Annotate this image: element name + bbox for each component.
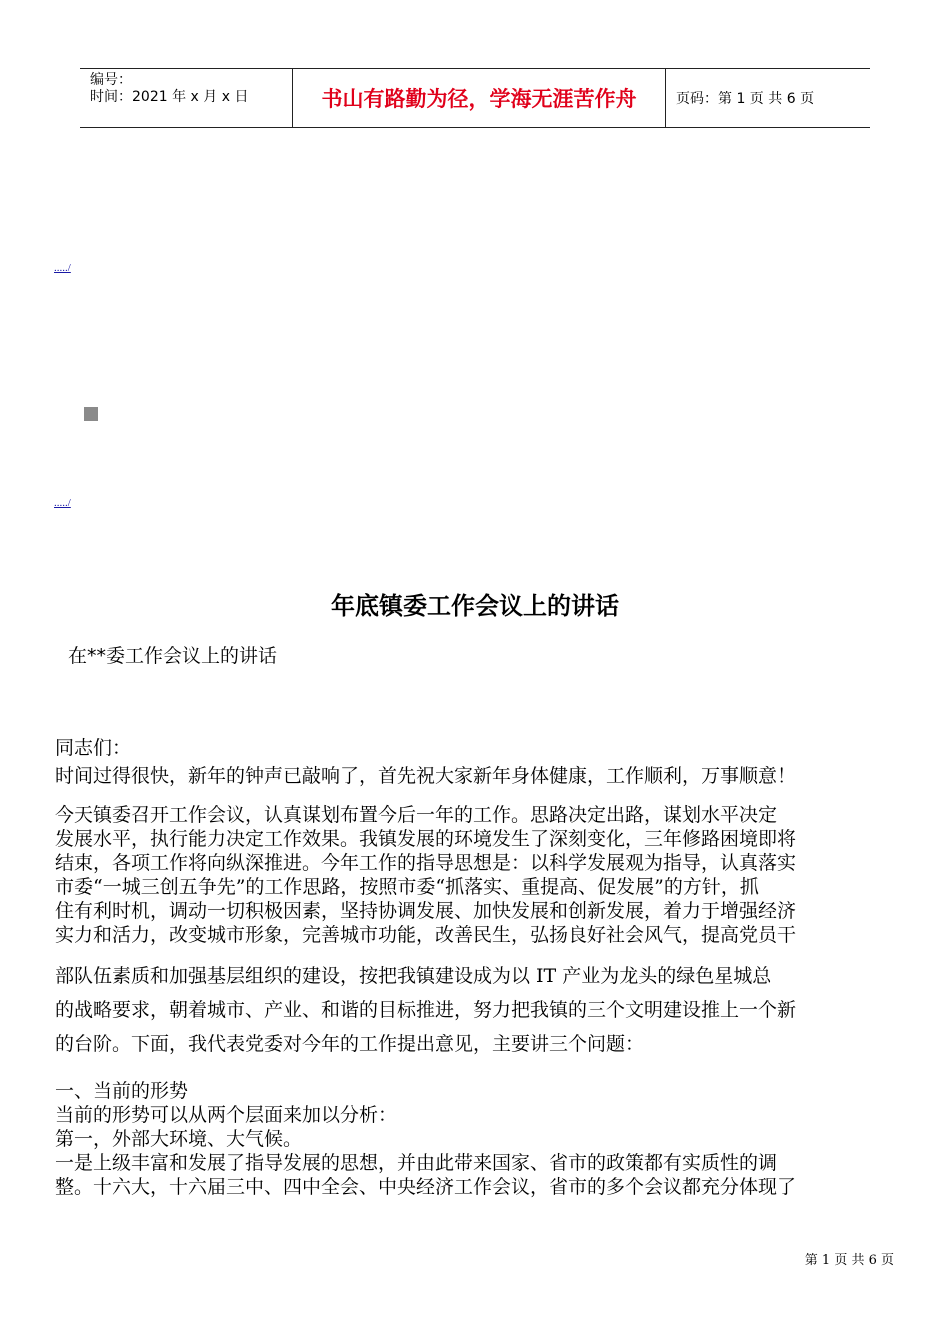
link-bottom[interactable]: ...../ [54, 497, 71, 509]
time-label: 时间：2021 年 x 月 x 日 [90, 89, 249, 105]
text-line: 今天镇委召开工作会议，认真谋划布置今后一年的工作。思路决定出路，谋划水平决定 [55, 804, 778, 826]
page-title: 年底镇委工作会议上的讲话 [331, 592, 619, 620]
text-line: 的战略要求，朝着城市、产业、和谐的目标推进，努力把我镇的三个文明建设推上一个新 [55, 999, 797, 1021]
text-line: 时间过得很快，新年的钟声已敲响了，首先祝大家新年身体健康，工作顺利，万事顺意！ [55, 765, 797, 787]
paragraph-main [55, 803, 897, 947]
header-page-code: 页码：第 1 页 共 6 页 [676, 91, 815, 107]
text-line: 市委“一城三创五争先”的工作思路，按照市委“抓落实、重提高、促发展”的方针，抓 [55, 876, 759, 898]
link-top[interactable]: ...../ [54, 262, 71, 274]
document-header [80, 68, 870, 128]
number-label: 编号： [90, 72, 132, 88]
paragraph-main-cont [55, 959, 897, 1061]
text-line: 第一，外部大环境、大气候。 [55, 1128, 303, 1150]
header-motto: 书山有路勤为径，学海无涯苦作舟 [293, 69, 666, 127]
text-line: 住有利时机，调动一切积极因素，坚持协调发展、加快发展和创新发展，着力于增强经济 [55, 900, 797, 922]
text-line: 实力和活力，改变城市形象，完善城市功能，改善民生，弘扬良好社会风气，提高党员干 [55, 924, 797, 946]
section-heading: 一、当前的形势 [55, 1080, 189, 1102]
text-line: 整。十六大，十六届三中、四中全会、中央经济工作会议，省市的多个会议都充分体现了 [55, 1176, 797, 1198]
paragraph-situation [55, 1079, 897, 1199]
text-line: 当前的形势可以从两个层面来加以分析： [55, 1104, 398, 1126]
text-line: 的台阶。下面，我代表党委对今年的工作提出意见，主要讲三个问题： [55, 1033, 645, 1055]
greeting: 同志们： [55, 737, 132, 759]
header-meta [80, 69, 293, 127]
text-line: 结束，各项工作将向纵深推进。今年工作的指导思想是：以科学发展观为指导，认真落实 [55, 852, 797, 874]
placeholder-square-icon [84, 407, 98, 421]
subtitle: 在**委工作会议上的讲话 [68, 645, 278, 667]
page-footer: 第 1 页 共 6 页 [804, 1253, 894, 1268]
paragraph-opening [55, 764, 897, 788]
text-line: 一是上级丰富和发展了指导发展的思想，并由此带来国家、省市的政策都有实质性的调 [55, 1152, 778, 1174]
text-line: 发展水平，执行能力决定工作效果。我镇发展的环境发生了深刻变化，三年修路困境即将 [55, 828, 797, 850]
text-line: 部队伍素质和加强基层组织的建设，按把我镇建设成为以 IT 产业为龙头的绿色星城总 [55, 965, 772, 987]
